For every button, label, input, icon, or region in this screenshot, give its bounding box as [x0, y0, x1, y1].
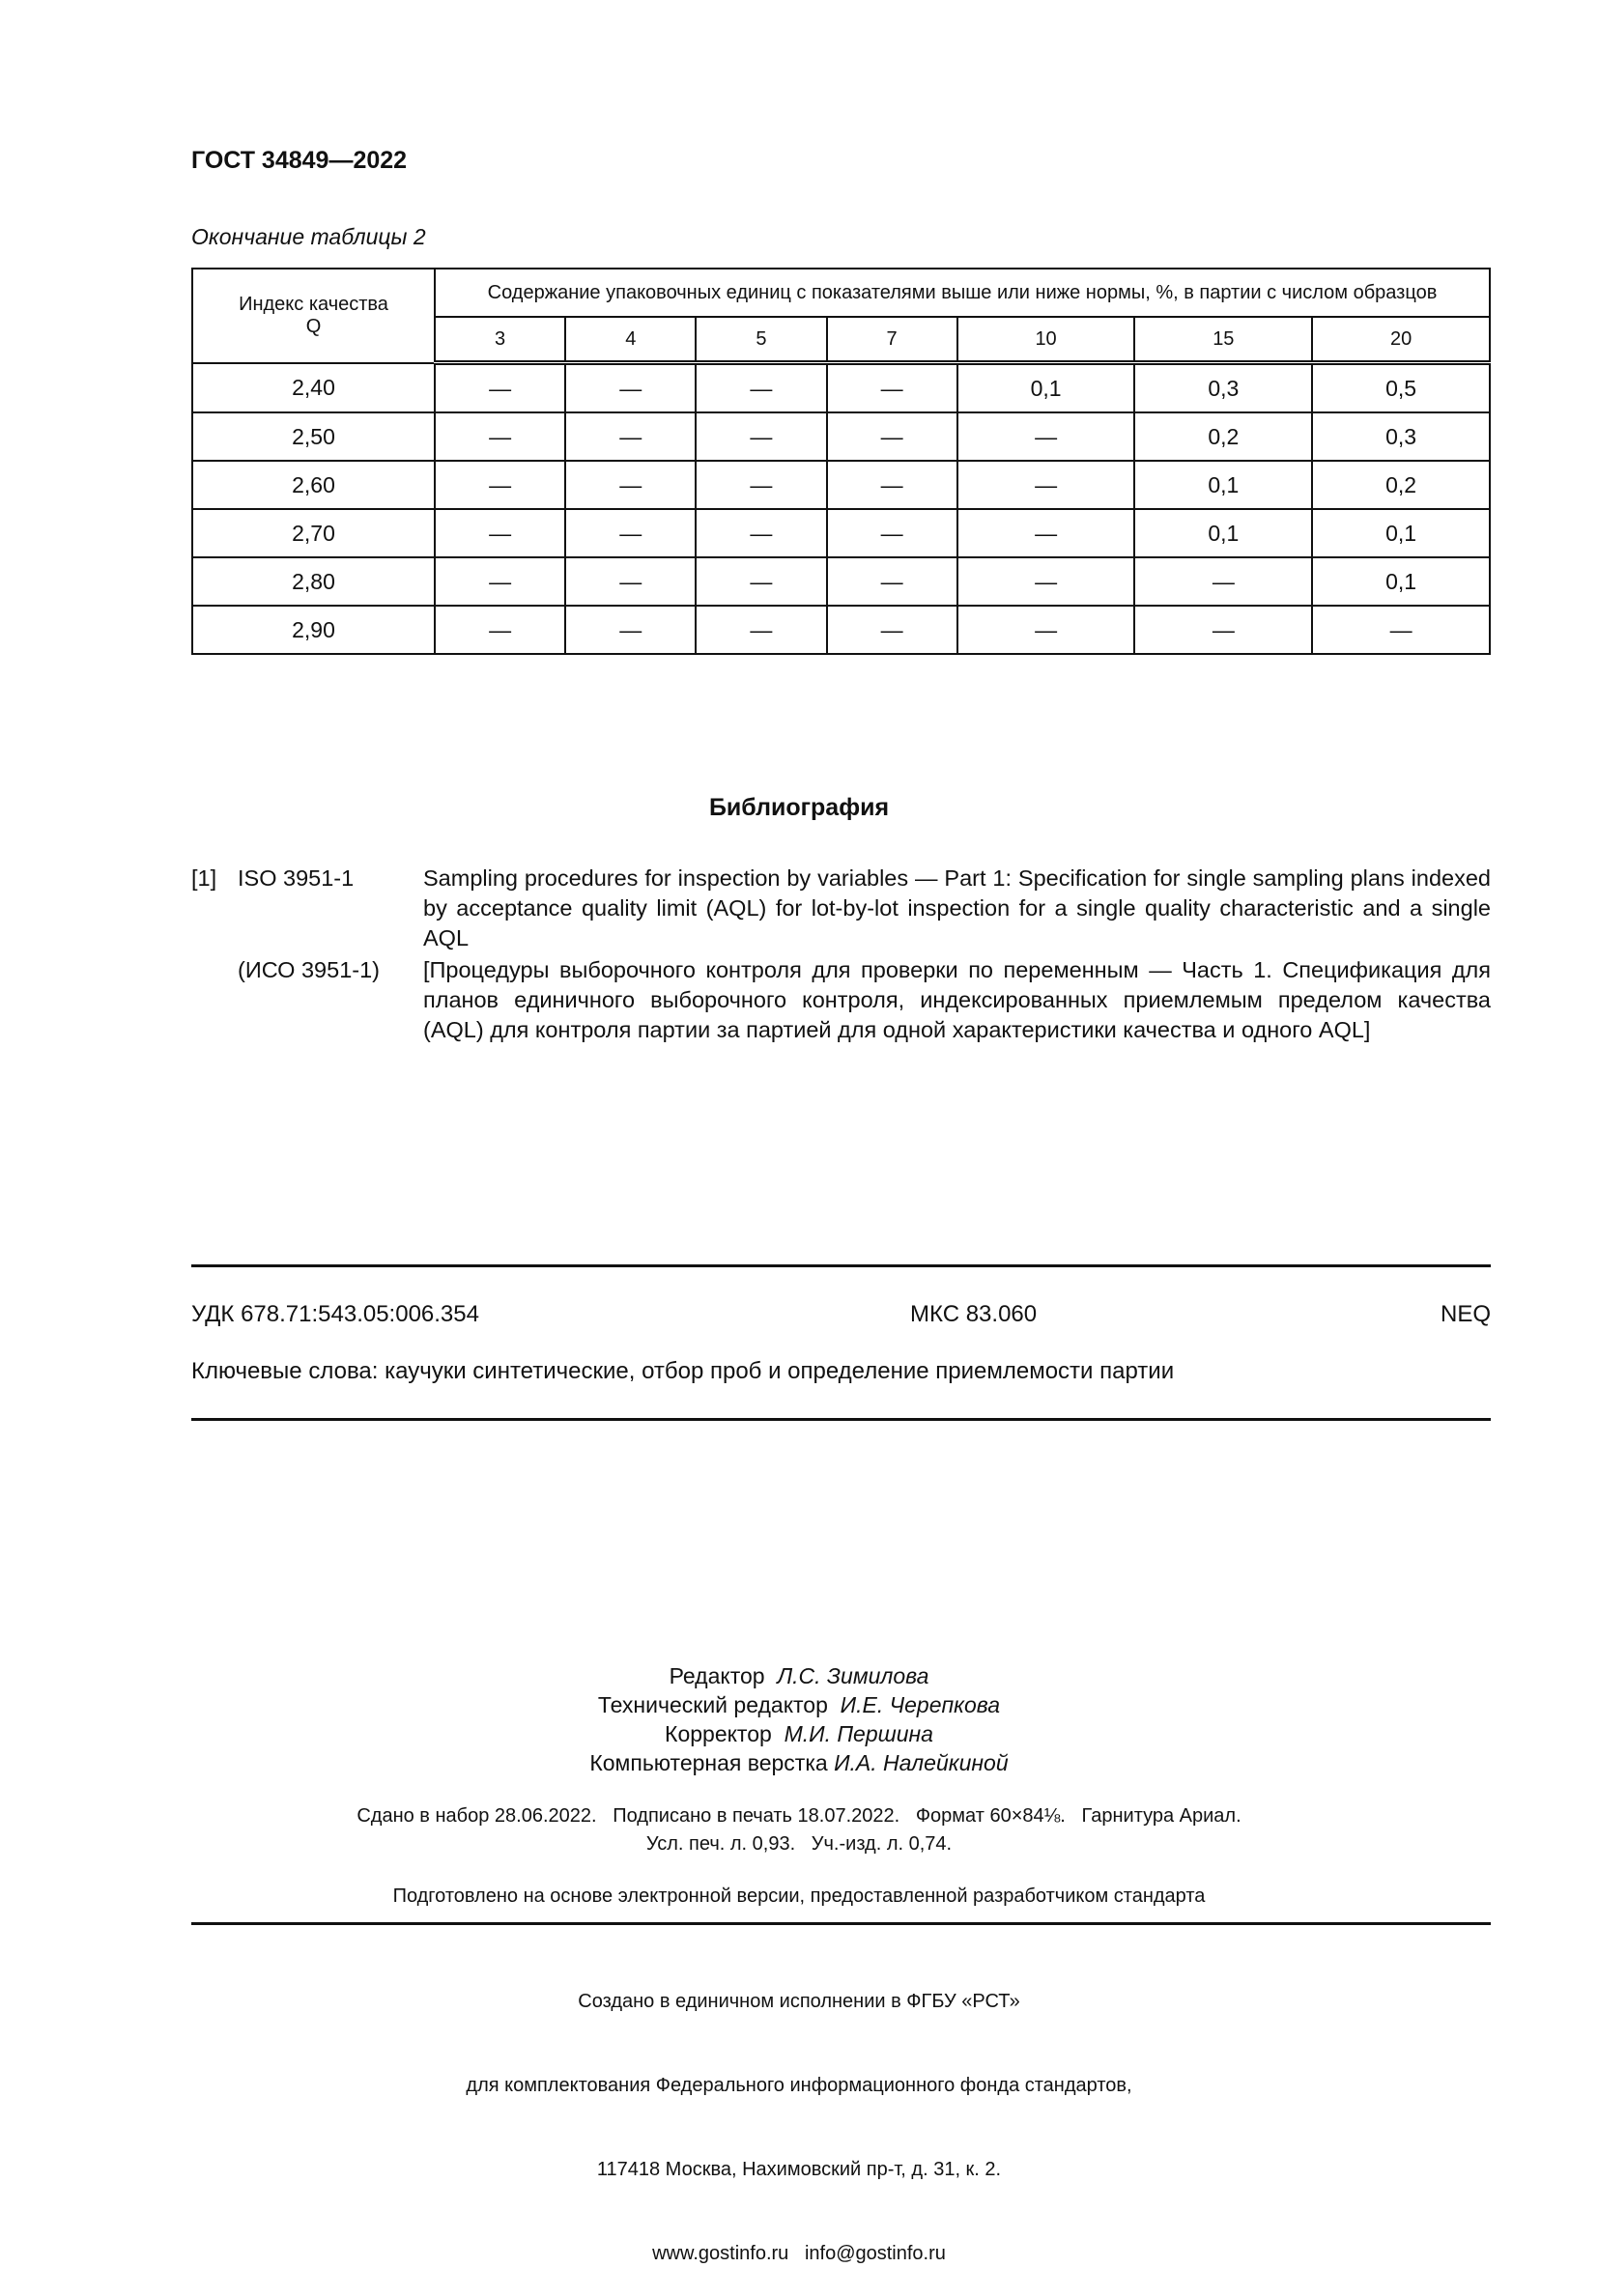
- value-cell: —: [957, 557, 1135, 606]
- value-cell: —: [1134, 557, 1312, 606]
- value-cell: —: [827, 412, 957, 461]
- value-cell: —: [696, 509, 826, 557]
- value-cell: 0,5: [1312, 363, 1490, 413]
- table-caption: Окончание таблицы 2: [191, 224, 426, 249]
- quality-index-cell: 2,40: [192, 363, 435, 413]
- sample-size-header: 7: [827, 317, 957, 363]
- value-cell: —: [827, 606, 957, 654]
- value-cell: —: [565, 557, 696, 606]
- value-cell: 0,2: [1312, 461, 1490, 509]
- value-cell: —: [435, 606, 565, 654]
- quality-index-table: [191, 268, 1491, 655]
- sample-size-header: 20: [1312, 317, 1490, 363]
- value-cell: —: [435, 461, 565, 509]
- bib-text-ru: [Процедуры выборочного контроля для проверки по переменным — Часть 1. Спецификация для планов единичного выборочного контроля, индексированных приемлемым пределом качества (AQL) для контроля партии за партией для одной характеристики качества и одного AQL]: [423, 957, 1491, 1042]
- credit-corrector: Корректор М.И. Першина: [665, 1721, 933, 1746]
- publisher-line: 117418 Москва, Нахимовский пр-т, д. 31, к. 2.: [596, 2159, 1002, 2180]
- value-cell: —: [435, 557, 565, 606]
- bib-code-ru: (ИСО 3951-1): [238, 957, 380, 982]
- document-header: ГОСТ 34849—2022: [191, 147, 408, 174]
- value-cell: —: [957, 412, 1135, 461]
- table-row: [192, 509, 1490, 557]
- value-cell: 0,1: [1134, 461, 1312, 509]
- value-cell: 0,1: [1134, 509, 1312, 557]
- col-header-quality-index: Индекс качества Q: [192, 269, 435, 363]
- quality-index-cell: 2,80: [192, 557, 435, 606]
- value-cell: —: [696, 461, 826, 509]
- quality-index-cell: 2,70: [192, 509, 435, 557]
- divider: [191, 1922, 1491, 1925]
- value-cell: 0,3: [1312, 412, 1490, 461]
- bib-number: [1]: [191, 865, 217, 891]
- table-row: [192, 412, 1490, 461]
- value-cell: —: [827, 557, 957, 606]
- value-cell: —: [827, 363, 957, 413]
- sample-size-header: 15: [1134, 317, 1312, 363]
- credit-editor: Редактор Л.С. Зимилова: [669, 1663, 929, 1688]
- udk: УДК 678.71:543.05:006.354: [191, 1301, 479, 1327]
- publisher-info: [0, 1932, 1598, 2296]
- print-info-1: Сдано в набор 28.06.2022. Подписано в печать 18.07.2022. Формат 60×84⅛. Гарнитура Ариал.: [357, 1805, 1241, 1827]
- value-cell: —: [696, 606, 826, 654]
- value-cell: —: [827, 461, 957, 509]
- mks: МКС 83.060: [910, 1301, 1038, 1327]
- neq: NEQ: [1440, 1301, 1491, 1327]
- publisher-line: для комплектования Федерального информационного фонда стандартов,: [466, 2075, 1132, 2096]
- credit-tech-editor: Технический редактор И.Е. Черепкова: [597, 1692, 1001, 1717]
- table-row: [192, 461, 1490, 509]
- table-row: [192, 363, 1490, 413]
- bibliography-title: Библиография: [708, 794, 890, 821]
- value-cell: 0,1: [1312, 509, 1490, 557]
- value-cell: 0,1: [957, 363, 1135, 413]
- bib-text: Sampling procedures for inspection by variables — Part 1: Specification for single sampling plans indexed by acceptance quality limit (AQL) for lot-by-lot inspection for a single quality characteristic and a single AQL: [423, 865, 1491, 950]
- value-cell: —: [565, 509, 696, 557]
- credits: [0, 1661, 1598, 1777]
- value-cell: —: [435, 363, 565, 413]
- value-cell: —: [565, 606, 696, 654]
- value-cell: —: [565, 412, 696, 461]
- divider: [191, 1418, 1491, 1421]
- publisher-line: Создано в единичном исполнении в ФГБУ «РСТ»: [578, 1991, 1020, 2012]
- prepared-note: Подготовлено на основе электронной версии, предоставленной разработчиком стандарта: [392, 1885, 1206, 1907]
- value-cell: —: [435, 509, 565, 557]
- print-info-2: Усл. печ. л. 0,93. Уч.-изд. л. 0,74.: [645, 1833, 953, 1855]
- bib-code: ISO 3951-1: [238, 865, 355, 891]
- value-cell: —: [957, 461, 1135, 509]
- value-cell: —: [696, 412, 826, 461]
- value-cell: —: [696, 557, 826, 606]
- value-cell: —: [1134, 606, 1312, 654]
- value-cell: 0,1: [1312, 557, 1490, 606]
- divider: [191, 1264, 1491, 1267]
- table-row: [192, 606, 1490, 654]
- credit-layout: Компьютерная верстка И.А. Налейкиной: [589, 1750, 1009, 1775]
- value-cell: —: [565, 363, 696, 413]
- value-cell: —: [957, 509, 1135, 557]
- value-cell: —: [957, 606, 1135, 654]
- sample-size-header: 4: [565, 317, 696, 363]
- value-cell: 0,3: [1134, 363, 1312, 413]
- group-header: Содержание упаковочных единиц с показателями выше или ниже нормы, %, в партии с числом образцов: [435, 269, 1490, 317]
- table-row: [192, 557, 1490, 606]
- sample-size-header: 5: [696, 317, 826, 363]
- value-cell: —: [696, 363, 826, 413]
- value-cell: —: [827, 509, 957, 557]
- value-cell: —: [565, 461, 696, 509]
- value-cell: —: [1312, 606, 1490, 654]
- quality-index-cell: 2,60: [192, 461, 435, 509]
- quality-index-cell: 2,50: [192, 412, 435, 461]
- keywords: Ключевые слова: каучуки синтетические, отбор проб и определение приемлемости партии: [191, 1358, 1175, 1384]
- sample-size-header: 10: [957, 317, 1135, 363]
- value-cell: 0,2: [1134, 412, 1312, 461]
- value-cell: —: [435, 412, 565, 461]
- sample-size-header: 3: [435, 317, 565, 363]
- publisher-links: www.gostinfo.ru info@gostinfo.ru: [652, 2243, 946, 2264]
- quality-index-cell: 2,90: [192, 606, 435, 654]
